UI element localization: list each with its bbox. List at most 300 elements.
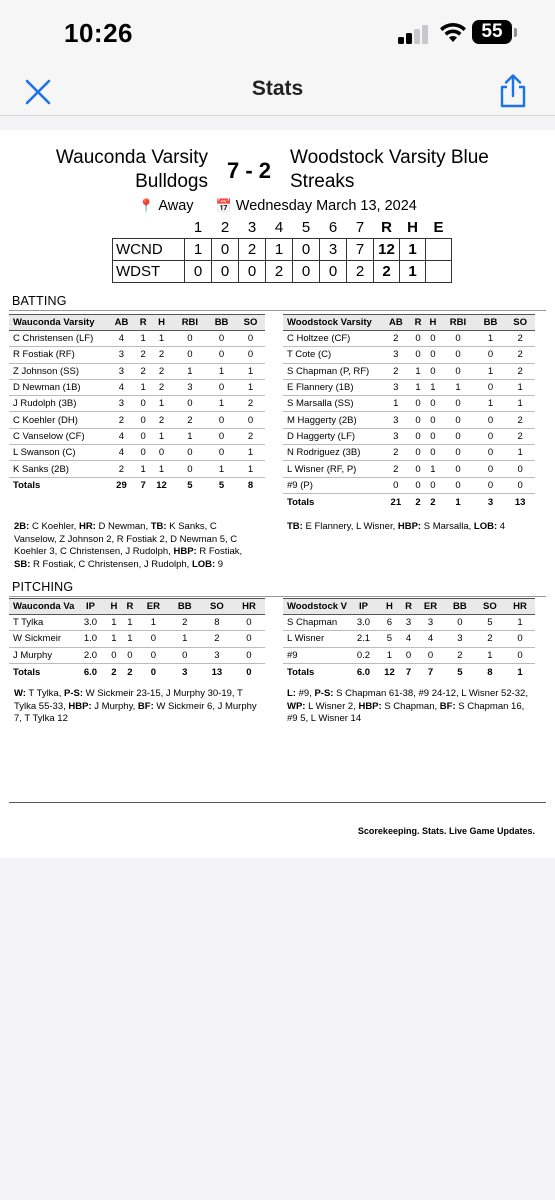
batting-notes-away: TB: E Flannery, L Wisner, HBP: S Marsalla, LOB: 4 [287,521,506,532]
clock: 10:26 [64,18,133,48]
stat-cell: 0 [476,477,506,493]
stat-cell: 3 [201,647,233,663]
total-cell: 6.0 [356,666,371,678]
footer-divider [9,802,546,803]
stat-cell: 1 [136,461,150,477]
battery-icon: 55 [472,20,512,44]
pitching-notes-away: L: #9, P-S: S Chapman 61-38, #9 24-12, L Wisner 52-32, WP: L Wisner 2, HBP: S Chapman, BF: S Chapman 16, #9 5, L Wisner 14 [287,688,528,725]
stat-cell: 2 [381,363,411,379]
stat-cell: 0 [207,379,236,395]
total-cell: 13 [211,666,223,678]
stat-cell: 0 [136,396,150,412]
stat-cell: 2 [150,412,172,428]
stat-column-header: SO [236,315,265,331]
total-cell: 2 [415,496,421,508]
pitching-divider [9,596,546,597]
inning-score: 0 [212,238,239,260]
stat-cell: 2 [107,412,136,428]
stat-column-header: SO [475,599,505,615]
total-errors [426,238,452,260]
player-row [9,396,265,412]
player-row [9,631,265,647]
stat-cell: 0 [440,331,475,347]
pitching-section-label: PITCHING [12,580,74,594]
stat-cell: 1 [122,615,138,631]
calendar-icon: 📅 [215,198,232,213]
stat-cell: 1 [236,363,265,379]
stat-cell: 1 [207,461,236,477]
total-cell: 7 [140,480,146,492]
stat-cell: 0 [425,347,440,363]
stat-cell: 4 [107,379,136,395]
stat-cell: 1 [475,647,505,663]
team-column-header: Wauconda Varsity [9,315,107,331]
location-pin-icon: 📍 [138,198,155,213]
battery-cap [514,28,517,37]
stat-cell: 0 [425,445,440,461]
stat-cell: 0 [440,477,475,493]
team-column-header: Woodstock V [283,599,349,615]
totals-row [283,663,535,680]
stat-column-header: HR [505,599,535,615]
stat-cell: 1 [207,396,236,412]
total-cell: 6.0 [83,666,98,678]
stat-cell: 0 [207,445,236,461]
stat-cell: 0 [233,615,265,631]
stat-cell: 0 [173,347,207,363]
player-row [9,445,265,461]
stat-column-header: R [411,315,426,331]
stat-cell: 1 [505,445,535,461]
stat-cell: 0 [233,631,265,647]
final-score: 7 - 2 [226,158,272,183]
stat-cell: 0 [411,477,426,493]
stat-cell: 1 [150,461,172,477]
stat-column-header: BB [476,315,506,331]
stat-cell: 0 [173,396,207,412]
player-row [9,379,265,395]
player-row [283,461,535,477]
stat-cell: 0 [173,331,207,347]
stat-column-header: BB [169,599,201,615]
player-name: N Rodriguez (3B) [283,445,381,461]
pitching-notes-home: W: T Tylka, P-S: W Sickmeir 23-15, J Murphy 30-19, T Tylka 55-33, HBP: J Murphy, BF: W Sickmeir 6, J Murphy 7, T Tylka 12 [14,688,257,725]
stat-column-header: IP [349,599,378,615]
cellular-signal-icon [398,24,432,44]
stat-cell: 1 [440,379,475,395]
stat-cell: 2 [201,631,233,647]
stat-cell: 0 [401,647,416,663]
total-cell: 0 [246,666,252,678]
totals-label: Totals [287,496,315,508]
player-name: S Chapman [283,615,349,631]
stat-cell: 2 [505,347,535,363]
player-name: C Koehler (DH) [9,412,107,428]
player-name: C Christensen (LF) [9,331,107,347]
inning-header: 3 [247,219,257,237]
stat-column-header: H [378,599,401,615]
stat-cell: 2 [475,631,505,647]
total-cell: 5 [457,666,463,678]
total-runs: 2 [374,260,400,282]
total-cell: 21 [390,496,402,508]
stat-column-header: R [401,599,416,615]
pitching-table-home [9,598,265,680]
stat-cell: 4 [416,631,445,647]
stat-cell: 3 [381,379,411,395]
total-cell: 12 [156,480,167,492]
stat-cell: 0 [440,428,475,444]
player-name: E Flannery (1B) [283,379,381,395]
stat-cell: 0 [381,477,411,493]
stat-cell: 0 [440,445,475,461]
player-row [9,647,265,663]
runs-header: R [381,219,392,237]
stat-cell: 2 [505,412,535,428]
stat-cell: 1 [236,445,265,461]
stat-cell: 1 [378,647,401,663]
inning-score: 2 [239,238,266,260]
inning-score: 2 [266,260,293,282]
total-runs: 12 [374,238,400,260]
stat-cell: 0 [169,647,201,663]
page-title: Stats [251,77,304,100]
stat-cell: 0 [425,412,440,428]
linescore-team: WDST [113,260,185,282]
stat-cell: 3 [107,347,136,363]
stat-cell: 0 [425,363,440,379]
stat-cell: 0 [416,647,445,663]
inning-score: 7 [347,238,374,260]
stat-cell: 1 [122,631,138,647]
player-name: J Rudolph (3B) [9,396,107,412]
inning-score: 0 [293,238,320,260]
total-cell: 3 [487,496,494,508]
total-cell: 1 [517,666,523,678]
player-name: Z Johnson (SS) [9,363,107,379]
total-cell: 29 [116,480,127,492]
linescore-row [113,260,452,282]
player-row [283,647,535,663]
stat-cell: 6 [378,615,401,631]
stat-cell: 2 [381,445,411,461]
stat-cell: 1 [411,363,426,379]
stat-column-header: H [150,315,172,331]
total-cell: 13 [514,496,526,508]
stat-cell: 0 [505,631,535,647]
stat-column-header: BB [445,599,475,615]
stat-cell: 0 [122,647,138,663]
nav-bar [0,66,555,116]
stat-cell: 0 [138,647,169,663]
stat-cell: 1 [411,379,426,395]
stat-cell: 1 [207,363,236,379]
stat-cell: 1 [173,363,207,379]
stat-cell: 1 [150,396,172,412]
inning-score: 1 [185,238,212,260]
player-row [9,615,265,631]
total-cell: 2 [430,496,436,508]
stat-cell: 2 [381,461,411,477]
stat-column-header: H [106,599,122,615]
stat-column-header: RBI [440,315,475,331]
stat-cell: 1 [173,428,207,444]
player-name: J Murphy [9,647,75,663]
player-row [283,615,535,631]
inning-score: 0 [185,260,212,282]
player-name: R Fostiak (RF) [9,347,107,363]
stat-cell: 4 [401,631,416,647]
stat-cell: 1 [169,631,201,647]
stat-cell: 0 [440,347,475,363]
linescore-row [113,238,452,260]
inning-header: 2 [220,219,230,237]
player-row [9,347,265,363]
inning-header: 5 [301,219,311,237]
stat-column-header: ER [138,599,169,615]
stat-cell: 0 [173,445,207,461]
total-cell: 3 [182,666,188,678]
player-name: M Haggerty (2B) [283,412,381,428]
box-score-document [0,130,555,858]
stat-cell: 2 [173,412,207,428]
totals-label: Totals [13,666,41,678]
total-cell: 8 [487,666,493,678]
stat-cell: 2 [150,363,172,379]
stat-cell: 5 [475,615,505,631]
stat-cell: 0 [411,445,426,461]
stat-cell: 0 [505,461,535,477]
pitching-table-away [283,598,535,680]
linescore-table [112,218,452,283]
stat-cell: 1.0 [75,631,106,647]
inning-header: 7 [355,219,365,237]
stat-cell: 1 [136,331,150,347]
player-name: #9 [283,647,349,663]
inning-score: 3 [320,238,347,260]
stat-cell: 0 [476,461,506,477]
stat-column-header: BB [207,315,236,331]
stat-cell: 0 [207,331,236,347]
player-row [9,461,265,477]
stat-cell: 0 [136,445,150,461]
inning-score: 0 [320,260,347,282]
player-name: S Chapman (P, RF) [283,363,381,379]
stat-cell: 0.2 [349,647,378,663]
player-row [9,363,265,379]
stat-cell: 2 [150,347,172,363]
player-row [283,396,535,412]
stat-cell: 0 [476,445,506,461]
batting-section-label: BATTING [12,294,67,308]
player-name: K Sanks (2B) [9,461,107,477]
stat-cell: 1 [138,615,169,631]
stat-cell: 2 [236,428,265,444]
stat-cell: 0 [425,428,440,444]
stat-cell: 0 [476,347,506,363]
stat-cell: 0 [411,428,426,444]
stat-column-header: AB [107,315,136,331]
stat-cell: 0 [411,347,426,363]
totals-row [9,477,265,494]
stat-cell: 1 [505,379,535,395]
stat-cell: 1 [425,461,440,477]
player-row [9,331,265,347]
stat-cell: 0 [440,412,475,428]
stat-cell: 2 [505,363,535,379]
stat-cell: 5 [378,631,401,647]
share-icon[interactable] [496,72,530,110]
total-cell: 8 [247,480,254,492]
stat-cell: 0 [236,347,265,363]
stat-cell: 0 [150,445,172,461]
stat-cell: 1 [236,461,265,477]
player-name: T Tylka [9,615,75,631]
total-cell: 1 [455,496,461,508]
totals-row [9,663,265,680]
stat-cell: 3 [107,396,136,412]
total-cell: 2 [127,666,133,678]
stat-cell: 1 [150,428,172,444]
stat-cell: 3 [401,615,416,631]
stat-cell: 3 [173,379,207,395]
stat-cell: 2 [505,428,535,444]
batting-divider [9,310,546,311]
stat-column-header: HR [233,599,265,615]
player-row [283,428,535,444]
stat-cell: 0 [136,412,150,428]
stat-column-header: RBI [173,315,207,331]
stat-cell: 3 [381,412,411,428]
player-name: T Cote (C) [283,347,381,363]
game-meta [0,198,555,214]
stat-cell: 3 [381,347,411,363]
stat-cell: 0 [445,615,475,631]
stat-cell: 3 [107,363,136,379]
total-hits: 1 [400,260,426,282]
player-row [283,331,535,347]
inning-header: 6 [328,219,338,237]
stat-cell: 3 [416,615,445,631]
stat-cell: 1 [136,379,150,395]
stat-column-header: SO [201,599,233,615]
stat-cell: 2.1 [349,631,378,647]
stat-cell: 0 [236,331,265,347]
stat-cell: 0 [505,647,535,663]
stat-column-header: AB [381,315,411,331]
inning-score: 0 [212,260,239,282]
totals-label: Totals [287,666,315,678]
wifi-icon [439,22,467,44]
stat-cell: 1 [505,615,535,631]
stat-cell: 8 [201,615,233,631]
stat-cell: 1 [106,631,122,647]
total-cell: 5 [218,480,225,492]
stat-cell: 1 [476,331,506,347]
stat-cell: 0 [207,412,236,428]
totals-label: Totals [13,480,41,492]
stat-cell: 0 [476,428,506,444]
stat-column-header: H [425,315,440,331]
linescore-team: WCND [113,238,185,260]
stat-cell: 1 [505,396,535,412]
stat-cell: 2 [136,363,150,379]
stat-cell: 0 [440,396,475,412]
stat-cell: 0 [440,461,475,477]
player-name: D Newman (1B) [9,379,107,395]
inning-score: 0 [293,260,320,282]
player-name: C Holtzee (CF) [283,331,381,347]
stat-cell: 1 [381,396,411,412]
stat-cell: 0 [138,631,169,647]
player-row [283,477,535,493]
player-row [283,445,535,461]
batting-table-home [9,314,265,494]
player-name: S Marsalla (SS) [283,396,381,412]
stat-column-header: IP [75,599,106,615]
player-row [283,379,535,395]
hits-header: H [407,219,418,237]
player-row [283,347,535,363]
stat-cell: 0 [440,363,475,379]
stat-cell: 0 [411,331,426,347]
stat-cell: 0 [411,396,426,412]
player-name: #9 (P) [283,477,381,493]
total-cell: 7 [405,666,412,678]
batting-table-away [283,314,535,510]
stat-cell: 1 [150,331,172,347]
stat-cell: 0 [505,477,535,493]
stat-cell: 4 [107,445,136,461]
errors-header: E [433,219,444,237]
total-cell: 2 [111,666,117,678]
player-row [9,412,265,428]
stat-cell: 3 [381,428,411,444]
stat-cell: 1 [236,379,265,395]
team-column-header: Wauconda Va [9,599,75,615]
stat-column-header: SO [505,315,535,331]
player-name: L Wisner [283,631,349,647]
player-row [283,412,535,428]
stat-cell: 3 [445,631,475,647]
stat-cell: 2 [136,347,150,363]
inning-score: 0 [239,260,266,282]
totals-row [283,493,535,510]
stat-cell: 2 [236,396,265,412]
player-name: W Sickmeir [9,631,75,647]
stat-column-header: ER [416,599,445,615]
player-name: L Swanson (C) [9,445,107,461]
player-row [283,631,535,647]
stat-cell: 0 [136,428,150,444]
stat-cell: 2 [169,615,201,631]
player-name: C Vanselow (CF) [9,428,107,444]
stat-cell: 4 [107,428,136,444]
player-row [9,428,265,444]
inning-score: 2 [347,260,374,282]
stat-column-header: R [122,599,138,615]
stat-cell: 0 [106,647,122,663]
team-column-header: Woodstock Varsity [283,315,381,331]
game-date: Wednesday March 13, 2024 [235,198,417,214]
stat-cell: 2 [150,379,172,395]
stat-column-header: R [136,315,150,331]
batting-notes-home: 2B: C Koehler, HR: D Newman, TB: K Sanks, C Vanselow, Z Johnson 2, R Fostiak 2, D Newman 5, C Koehler 3, C Christensen, J Rudolph, HBP: R Fostiak, SB: R Fostiak, C Christensen, J Rudolph, LOB: 9 [14,521,243,570]
stat-cell: 2 [107,461,136,477]
stat-cell: 0 [233,647,265,663]
stat-cell: 0 [173,461,207,477]
stat-cell: 0 [207,347,236,363]
